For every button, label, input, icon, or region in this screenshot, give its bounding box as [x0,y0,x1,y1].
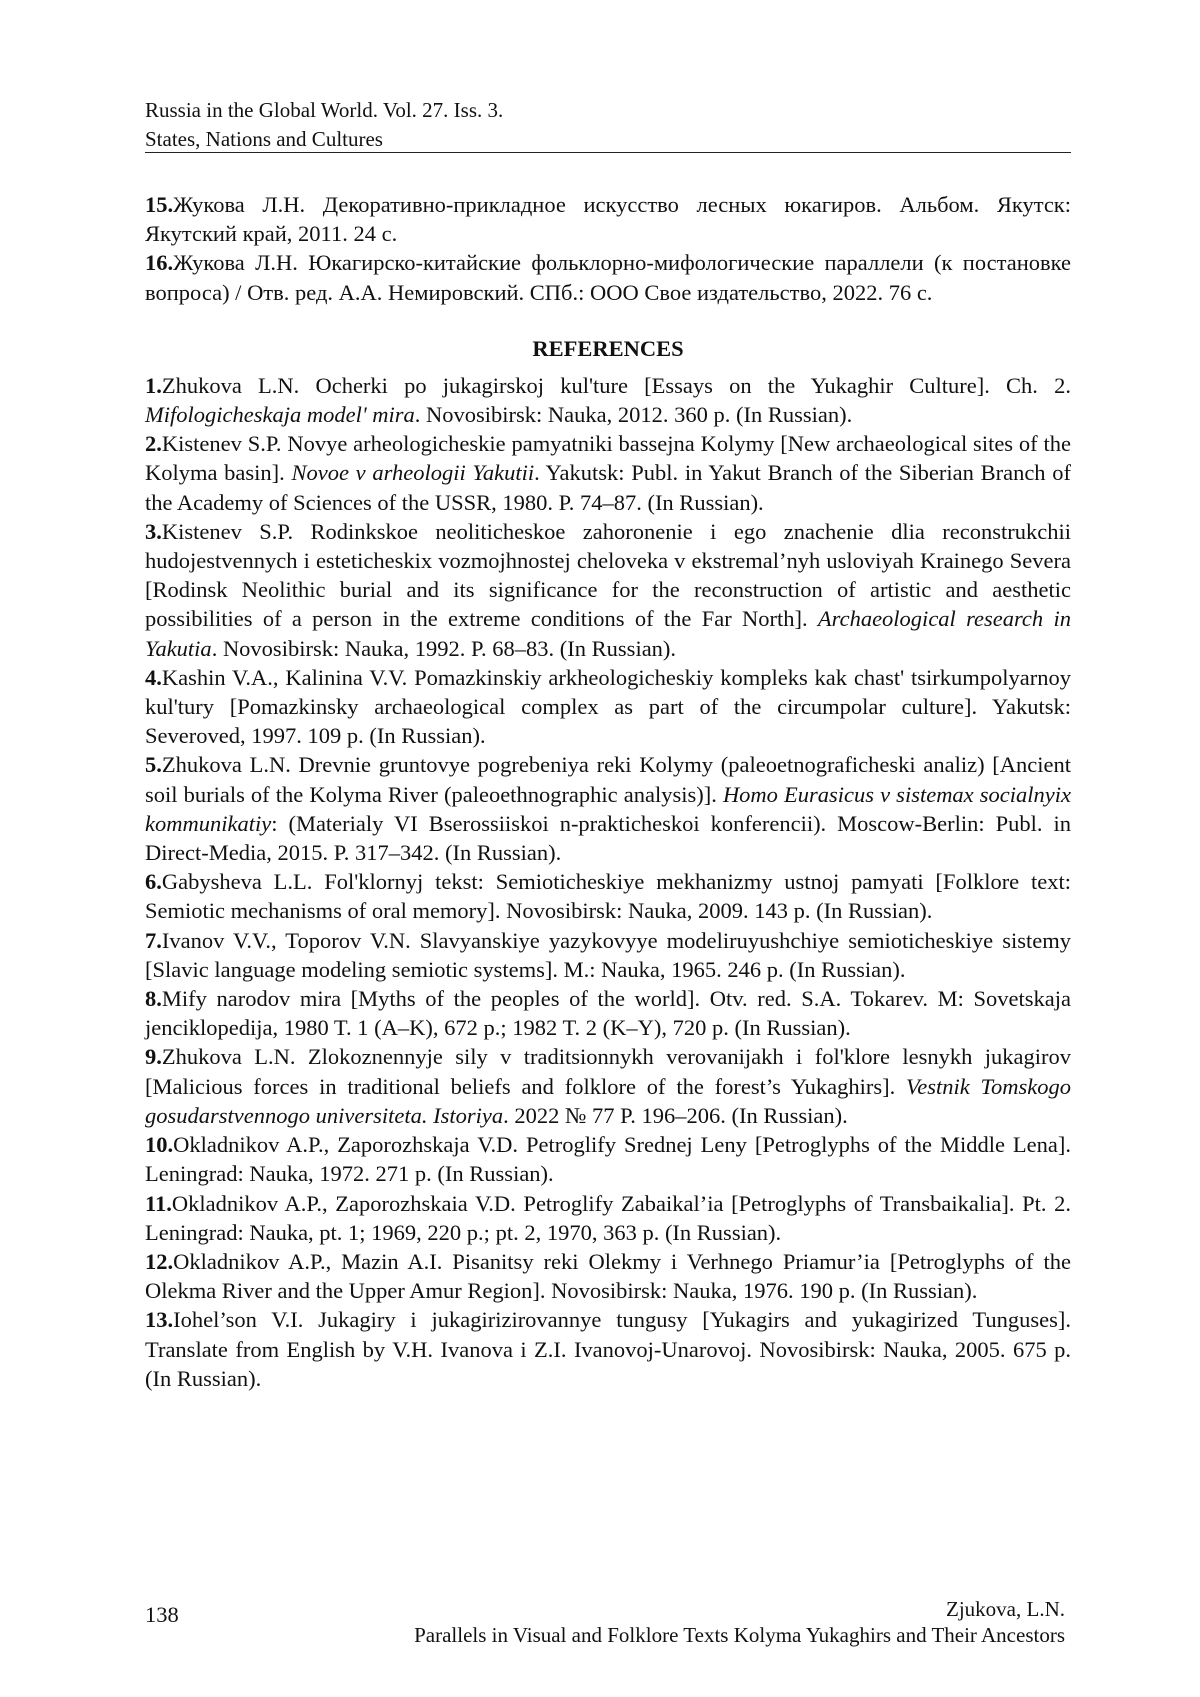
reference-number: 12. [145,1248,174,1274]
reference-entry [145,1305,1071,1393]
reference-text: Ivanov V.V., Toporov V.N. Slavyanskiye yazykovyye modeliruyushchiye semioticheskiye sistemy [Slavic language modeling semiotic systems]. M.: Nauka, 1965. 246 p. (In Russian). [145,927,1071,982]
reference-entry [145,248,1071,306]
reference-entry [145,663,1071,751]
reference-entry [145,517,1071,663]
reference-entry [145,371,1071,429]
reference-text: Kistenev S.P. Novye arheologicheskie pamyatniki bassejna Kolymy [New archaeological sites of the Kolyma basin]. [145,431,1071,486]
reference-text: Kashin V.A., Kalinina V.V. Pomazkinskiy arkheologicheskiy kompleks kak chast' tsirkumpolyarnoy kul'tury [Pomazkinsky archaeological complex as part of the circumpolar culture]. Yakutsk: Severoved, 1997. 109 p. (In Russian). [145,664,1071,749]
reference-text-tail: . Yakutsk: Publ. in Yakut Branch of the Siberian Branch of the Academy of Sciences of the USSR, 1980. P. 74–87. (In Russian). [145,460,1071,515]
reference-text: Okladnikov A.P., Mazin A.I. Pisanitsy reki Olekmy i Verhnego Priamur’ia [Petroglyphs of the Olekma River and the Upper Amur Region]. Novosibirsk: Nauka, 1976. 190 p. (In Russian). [145,1248,1071,1304]
reference-source-title: Mifologicheskaja model' mira [145,402,415,428]
reference-entry [145,750,1071,867]
reference-text-tail: . Novosibirsk: Nauka, 2012. 360 p. (In Russian). [414,402,853,428]
reference-text: Gabysheva L.L. Fol'klornyj tekst: Semioticheskiye mekhanizmy ustnoj pamyati [Folklore text: Semiotic mechanisms of oral memory]. Novosibirsk: Nauka, 2009. 143 p. (In Russian). [145,869,1071,924]
reference-number: 6. [145,869,162,895]
running-footer [414,1596,1065,1648]
reference-text: Kistenev S.P. Rodinkskoe neoliticheskoe zahoronenie i ego znachenie dlia reconstrukchii hudojestvennych i esteticheskix vozmojhnostej cheloveka v ekstremal’nyh usloviyah Krainego Severa [Rodinsk Neolithic burial and its significance for the reconstruction of artistic and aesthetic possibilities of a person in the extreme conditions of the Far North]. [145,518,1071,632]
reference-number: 13. [145,1307,174,1333]
journal-title: Russia in the Global World. Vol. 27. Iss. 3. [145,98,504,122]
reference-source-title: Novoe v arheologii Yakutii [291,460,535,486]
reference-source-title: Vestnik Tomskogo gosudarstvennogo universiteta. Istoriya [145,1073,1071,1128]
page-number: 138 [145,1602,179,1627]
reference-text: Okladnikov A.P., Zaporozhskaia V.D. Petroglify Zabaikal’ia [Petroglyphs of Transbaikalia]. Pt. 2. Leningrad: Nauka, pt. 1; 1969, 220 p.; pt. 2, 1970, 363 p. (In Russian). [145,1190,1071,1245]
reference-entry [145,190,1071,248]
reference-number: 7. [145,927,162,953]
references-heading: REFERENCES [532,335,684,361]
reference-text-tail: . Novosibirsk: Nauka, 1992. P. 68–83. (In Russian). [211,635,677,661]
reference-source-title: Homo Eurasicus v sistemax socialnyix kommunikatiy [145,781,1071,836]
reference-entry [145,926,1071,984]
reference-text: Okladnikov A.P., Zaporozhskaja V.D. Petroglify Srednej Leny [Petroglyphs of the Middle Lena]. Leningrad: Nauka, 1972. 271 p. (In Russian). [145,1132,1071,1187]
reference-number: 8. [145,986,162,1012]
reference-entry [145,429,1071,517]
footer-article-title: Parallels in Visual and Folklore Texts Kolyma Yukaghirs and Their Ancestors [414,1623,1065,1647]
page-content [145,190,1071,1393]
reference-text: Жукова Л.Н. Декоративно-прикладное искусство лесных юкагиров. Альбом. Якутск: Якутский край, 2011. 24 с. [145,192,1071,247]
reference-number: 16. [145,250,174,276]
russian-reference-list [145,190,1071,307]
running-header [145,96,1070,154]
reference-number: 3. [145,518,162,544]
reference-entry [145,1042,1071,1130]
reference-text: Zhukova L.N. Drevnie gruntovye pogrebeniya reki Kolymy (paleoetnograficheski analiz) [Ancient soil burials of the Kolyma River (paleoethnographic analysis)]. [145,752,1071,807]
reference-text-tail: : (Materialy VI Bserossiiskoi n-prakticheskoi konferencii). Moscow-Berlin: Publ. in Direct-Media, 2015. P. 317–342. (In Russian). [145,810,1071,866]
reference-entry [145,867,1071,925]
reference-number: 5. [145,752,162,778]
reference-number: 4. [145,664,162,690]
reference-entry [145,1247,1071,1305]
reference-text-tail: . 2022 № 77 P. 196–206. (In Russian). [503,1102,848,1128]
reference-entry [145,984,1071,1042]
header-rule [145,152,1071,153]
reference-number: 15. [145,192,174,217]
reference-entry [145,1130,1071,1188]
journal-section: States, Nations and Cultures [145,127,383,151]
reference-text: Жукова Л.Н. Юкагирско-китайские фольклорно-мифологические параллели (к постановке вопроса) / Отв. ред. А.А. Немировский. СПб.: ООО Свое издательство, 2022. 76 с. [145,250,1071,305]
reference-number: 9. [145,1044,162,1070]
reference-text: Zhukova L.N. Zlokoznennyje sily v traditsionnykh verovanijakh i fol'klore lesnykh jukagirov [Malicious forces in traditional beliefs and folklore of the forest’s Yukaghirs]. [145,1044,1071,1099]
reference-number: 11. [145,1190,172,1216]
reference-source-title: Archaeological research in Yakutia [145,606,1071,661]
reference-text: Iohel’son V.I. Jukagiry i jukagirizirovannye tungusy [Yukagirs and yukagirized Tunguses]. Translate from English by V.H. Ivanova i Z.I. Ivanovoj-Unarovoj. Novosibirsk: Nauka, 2005. 675 p. (In Russian). [145,1307,1071,1391]
reference-number: 2. [145,431,162,457]
reference-text: Mify narodov mira [Myths of the peoples of the world]. Otv. red. S.A. Tokarev. M: Sovetskaja jenciklopedija, 1980 T. 1 (A–K), 672 p.; 1982 T. 2 (K–Y), 720 p. (In Russian). [145,986,1071,1041]
reference-number: 10. [145,1132,174,1158]
reference-text: Zhukova L.N. Ocherki po jukagirskoj kul'ture [Essays on the Yukaghir Culture]. Ch. 2. [161,372,1071,398]
reference-number: 1. [145,372,162,398]
reference-entry [145,1189,1071,1247]
reference-list [145,371,1071,1393]
footer-author: Zjukova, L.N. [946,1597,1065,1621]
